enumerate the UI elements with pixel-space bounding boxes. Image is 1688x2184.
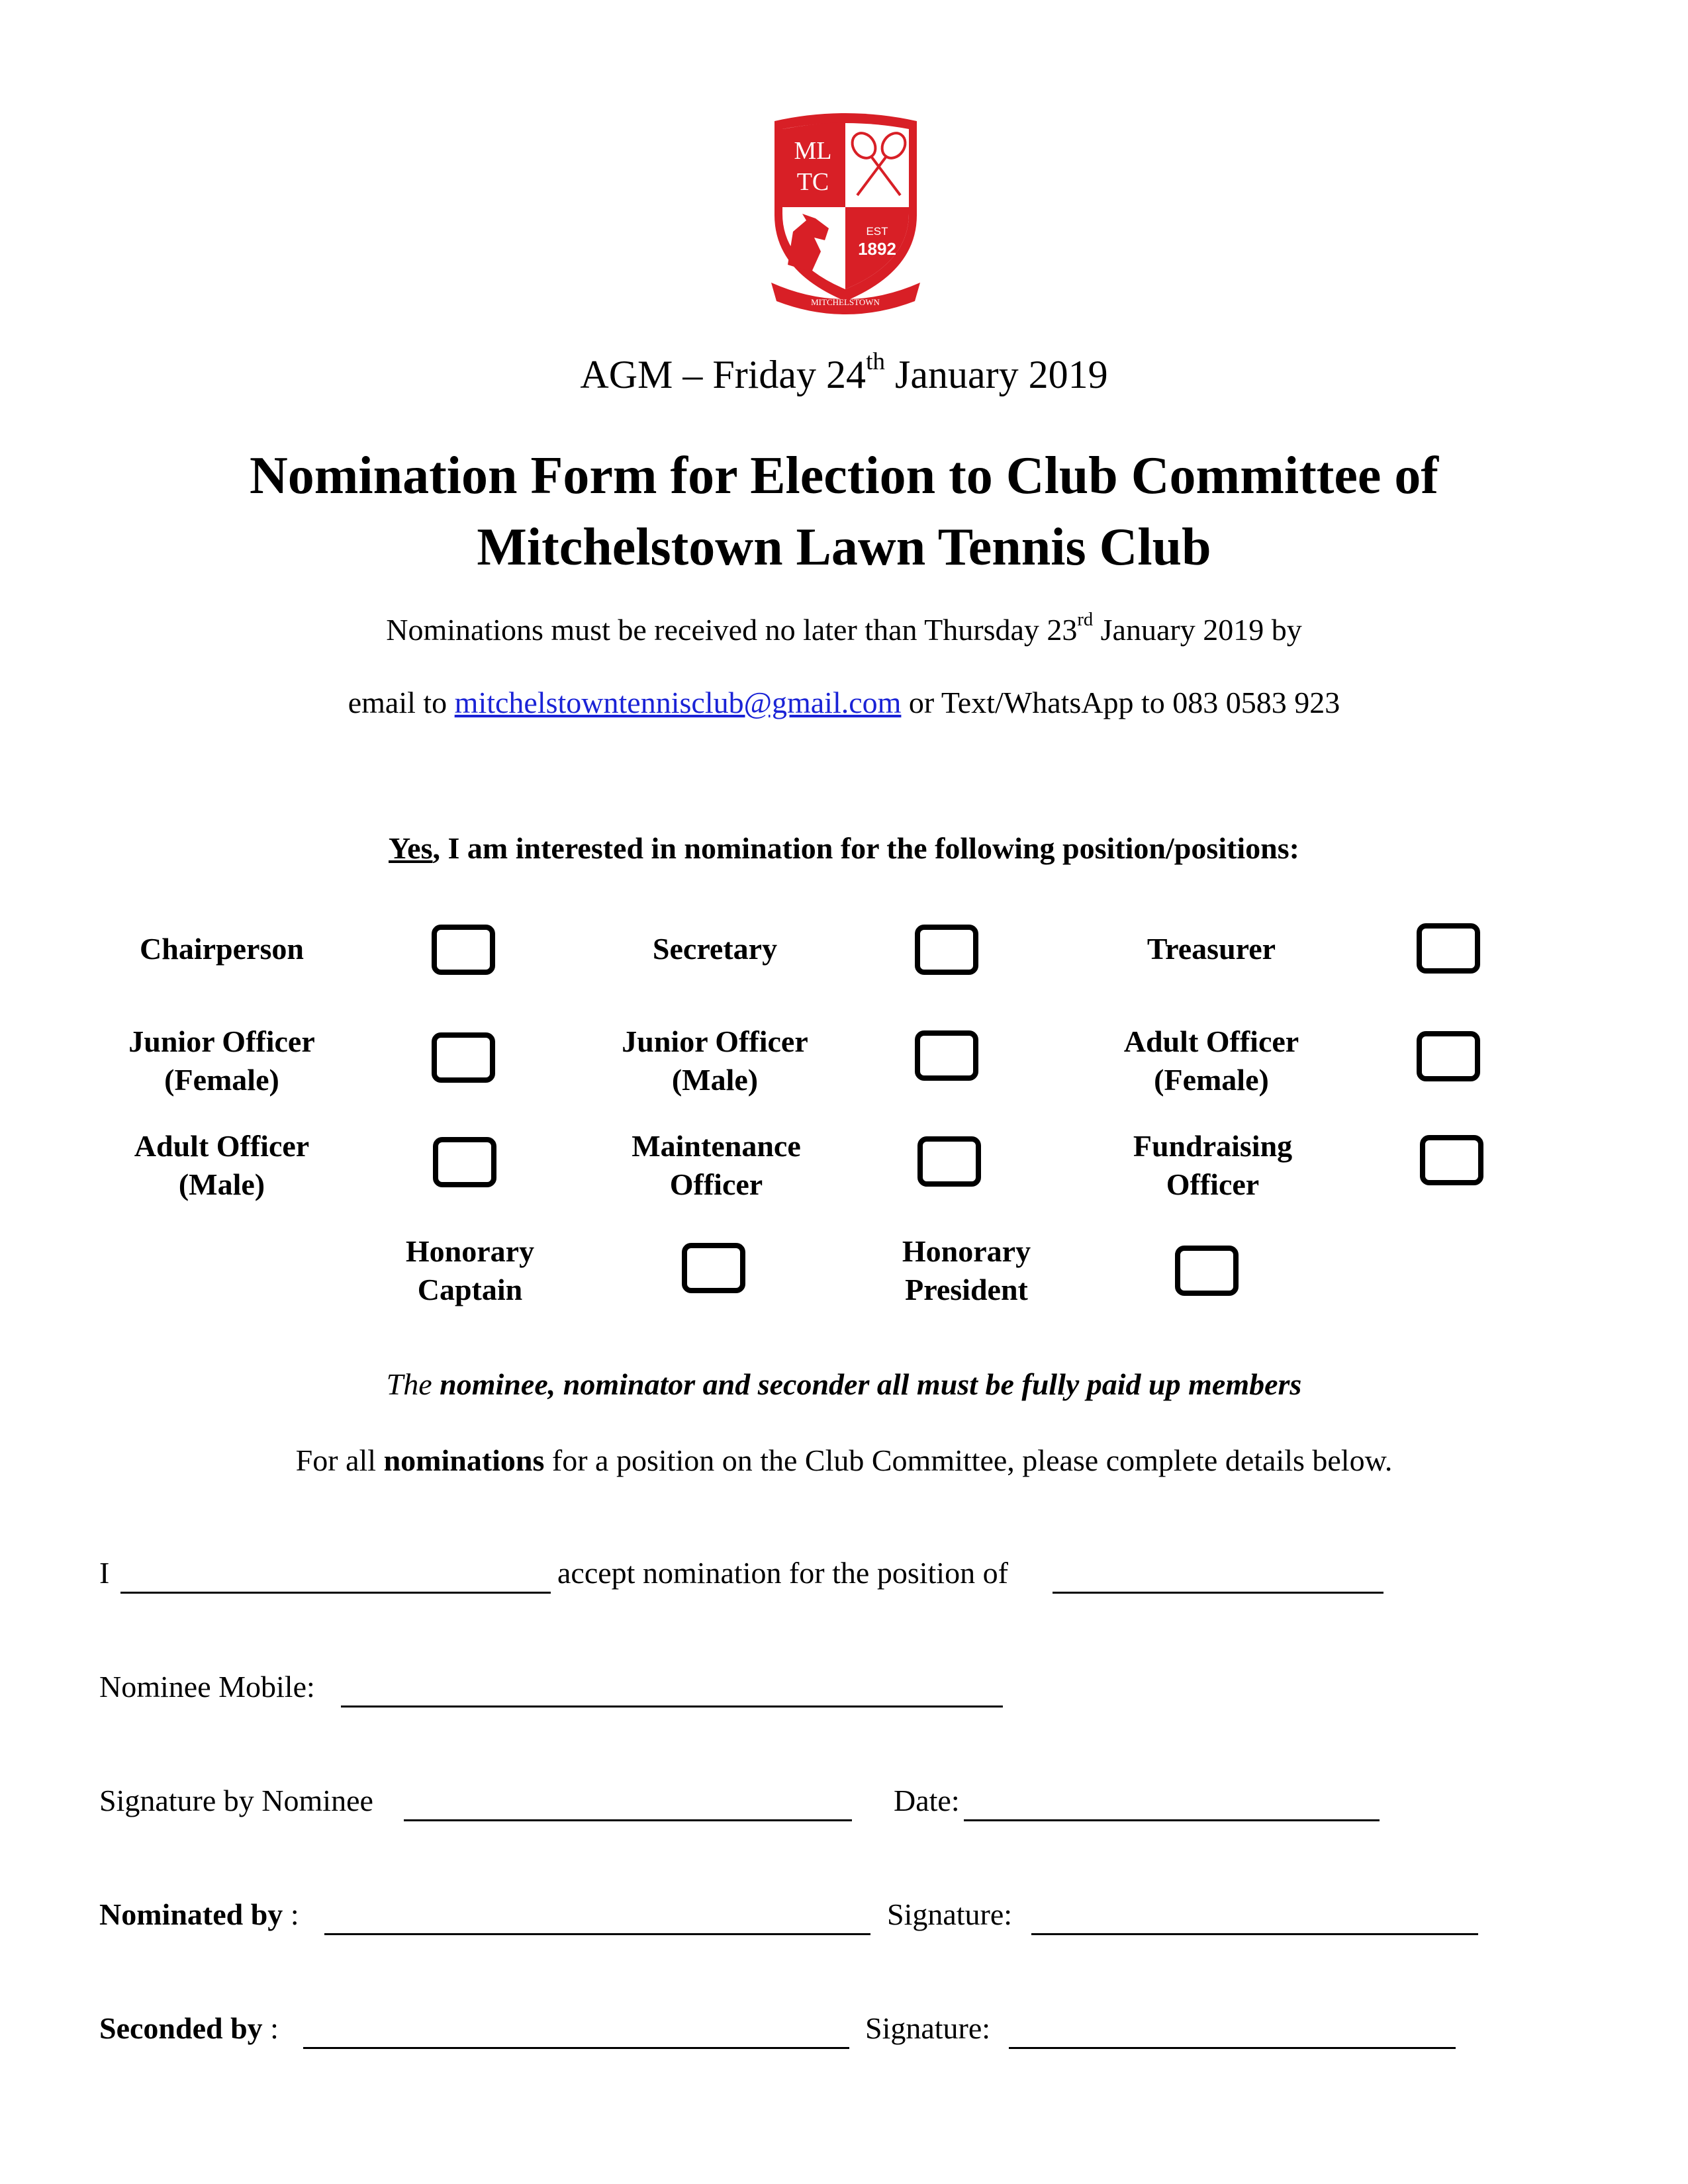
seconded-by-field[interactable] <box>303 2014 849 2049</box>
crest-monogram-top: ML <box>794 137 832 165</box>
nominee-mobile-field[interactable] <box>341 1672 1003 1707</box>
date-field[interactable] <box>964 1786 1380 1821</box>
position-label-honorary-president: Honorary President <box>902 1234 1031 1306</box>
crest-banner-text: MITCHELSTOWN <box>811 297 880 307</box>
nominee-signature-field[interactable] <box>404 1786 852 1821</box>
checkbox-maintenance-officer[interactable] <box>917 1136 981 1187</box>
crest-monogram-bottom: TC <box>796 168 829 196</box>
crest-est-year: 1892 <box>858 239 896 259</box>
position-label-chairperson: Chairperson <box>140 932 304 966</box>
accept-i-label: I <box>99 1556 110 1590</box>
checkbox-fundraising-officer[interactable] <box>1420 1135 1483 1185</box>
nominated-by-field[interactable] <box>324 1900 870 1935</box>
position-name-field[interactable] <box>1053 1559 1383 1594</box>
form-title-line1: Nomination Form for Election to Club Committee of <box>249 447 1438 505</box>
deadline-notice: Nominations must be received no later than Thursday 23rd January 2019 by <box>386 609 1302 647</box>
agm-date-heading: AGM – Friday 24th January 2019 <box>580 347 1108 396</box>
position-label-fundraising-officer: Fundraising Officer <box>1133 1129 1293 1201</box>
position-label-junior-officer-female: Junior Officer (Female) <box>128 1024 315 1097</box>
position-label-secretary: Secretary <box>652 932 778 966</box>
position-label-honorary-captain: Honorary Captain <box>405 1234 535 1306</box>
nominee-mobile-label: Nominee Mobile: <box>99 1670 315 1704</box>
checkbox-junior-officer-female[interactable] <box>432 1032 495 1083</box>
form-title-line2: Mitchelstown Lawn Tennis Club <box>477 518 1211 576</box>
seconder-signature-field[interactable] <box>1009 2014 1456 2049</box>
club-crest-logo <box>768 109 923 314</box>
checkbox-adult-officer-male[interactable] <box>433 1137 496 1187</box>
checkbox-honorary-president[interactable] <box>1175 1246 1239 1296</box>
checkbox-secretary[interactable] <box>915 925 978 975</box>
seconder-signature-label: Signature: <box>865 2011 991 2045</box>
seconded-by-label: Seconded by : <box>99 2011 279 2045</box>
position-label-adult-officer-female: Adult Officer (Female) <box>1123 1024 1299 1097</box>
date-label: Date: <box>894 1784 960 1817</box>
completion-instruction: For all nominations for a position on the Club Committee, please complete details below. <box>295 1443 1393 1477</box>
nominated-by-label: Nominated by : <box>99 1897 299 1931</box>
checkbox-honorary-captain[interactable] <box>682 1243 745 1293</box>
accept-position-label: accept nomination for the position of <box>557 1556 1008 1590</box>
crest-est-label: EST <box>866 225 888 238</box>
nominator-signature-label: Signature: <box>887 1897 1013 1931</box>
membership-requirement-note: The nominee, nominator and seconder all must be fully paid up members <box>386 1367 1302 1401</box>
interest-yes: Yes <box>389 831 433 865</box>
form-title <box>0 440 1688 583</box>
checkbox-chairperson[interactable] <box>432 925 495 975</box>
contact-notice: email to mitchelstowntennisclub@gmail.com or Text/WhatsApp to 083 0583 923 <box>348 686 1340 719</box>
nominee-name-field[interactable] <box>120 1559 551 1594</box>
position-label-adult-officer-male: Adult Officer (Male) <box>134 1129 310 1201</box>
nominator-signature-field[interactable] <box>1031 1900 1478 1935</box>
position-label-junior-officer-male: Junior Officer (Male) <box>622 1024 808 1097</box>
position-label-treasurer: Treasurer <box>1147 932 1276 966</box>
position-label-maintenance-officer: Maintenance Officer <box>632 1129 801 1201</box>
nominee-signature-label: Signature by Nominee <box>99 1784 373 1817</box>
checkbox-adult-officer-female[interactable] <box>1417 1031 1480 1081</box>
checkbox-junior-officer-male[interactable] <box>915 1030 978 1081</box>
email-link[interactable]: mitchelstowntennisclub@gmail.com <box>454 686 902 719</box>
interest-statement: Yes, I am interested in nomination for the following position/positions: <box>389 831 1299 865</box>
checkbox-treasurer[interactable] <box>1417 923 1480 974</box>
